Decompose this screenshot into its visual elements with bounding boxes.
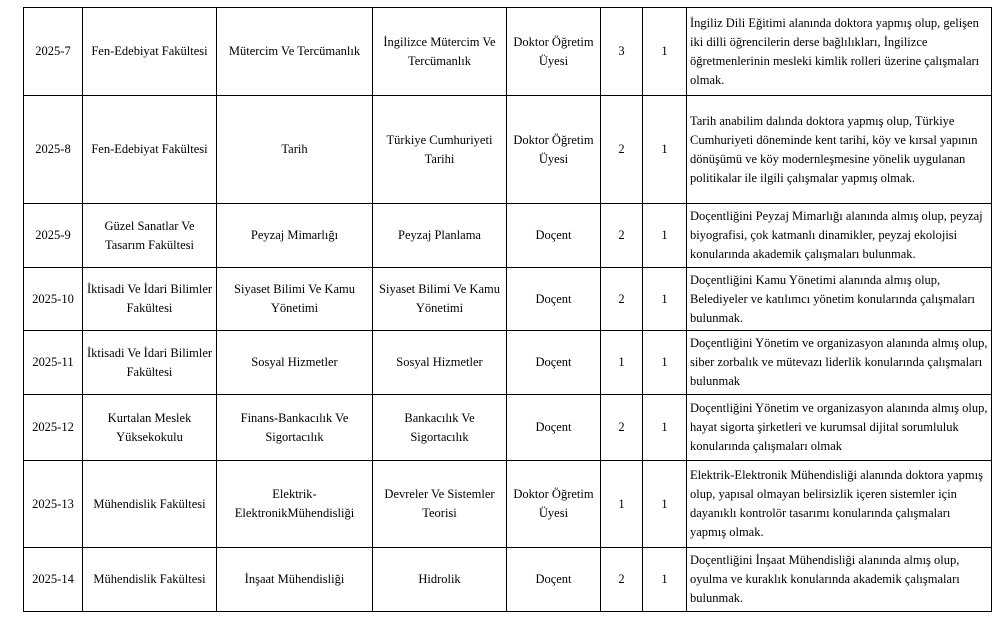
faculty-name: Mühendislik Fakültesi xyxy=(83,548,217,612)
department-name: Mütercim Ve Tercümanlık xyxy=(217,8,373,96)
requirement-text: Doçentliğini Kamu Yönetimi alanında almış olup, Belediyeler ve katılımcı yönetim konularında çalışmaları bulunmak. xyxy=(687,268,992,331)
table-row xyxy=(24,96,992,204)
announcement-code: 2025-10 xyxy=(24,268,83,331)
requirement-text: Doçentliğini Yönetim ve organizasyon alanında almış olup, siber zorbalık ve mütevazı liderlik konularında çalışmaları bulunmak xyxy=(687,331,992,395)
position-count: 1 xyxy=(601,331,643,395)
position-quota: 1 xyxy=(643,268,687,331)
department-name: İnşaat Mühendisliği xyxy=(217,548,373,612)
department-name: Peyzaj Mimarlığı xyxy=(217,204,373,268)
academic-title: Doçent xyxy=(507,395,601,461)
field-name: İngilizce Mütercim Ve Tercümanlık xyxy=(373,8,507,96)
table-row xyxy=(24,268,992,331)
requirement-text: Tarih anabilim dalında doktora yapmış olup, Türkiye Cumhuriyeti döneminde kent tarihi, köy ve kırsal yapının dönüşümü ve köy modernleşmesine yönelik uygulanan politikalar ile ilgili çalışmalar yapmış olmak. xyxy=(687,96,992,204)
position-quota: 1 xyxy=(643,331,687,395)
academic-title: Doktor Öğretim Üyesi xyxy=(507,461,601,548)
position-quota: 1 xyxy=(643,204,687,268)
announcement-code: 2025-14 xyxy=(24,548,83,612)
requirement-text: Doçentliğini Peyzaj Mimarlığı alanında almış olup, peyzaj biyografisi, çok katmanlı dinamikler, peyzaj ekolojisi konularında akademik çalışmaları bulunmak. xyxy=(687,204,992,268)
announcement-code: 2025-12 xyxy=(24,395,83,461)
field-name: Türkiye Cumhuriyeti Tarihi xyxy=(373,96,507,204)
faculty-name: Kurtalan Meslek Yüksekokulu xyxy=(83,395,217,461)
field-name: Devreler Ve Sistemler Teorisi xyxy=(373,461,507,548)
position-count: 2 xyxy=(601,204,643,268)
position-quota: 1 xyxy=(643,461,687,548)
requirement-text: Doçentliğini İnşaat Mühendisliği alanında almış olup, oyulma ve kuraklık konularında akademik çalışmaları bulunmak. xyxy=(687,548,992,612)
faculty-name: Mühendislik Fakültesi xyxy=(83,461,217,548)
academic-title: Doçent xyxy=(507,204,601,268)
table-row xyxy=(24,548,992,612)
academic-title: Doçent xyxy=(507,548,601,612)
faculty-name: Fen-Edebiyat Fakültesi xyxy=(83,96,217,204)
announcement-code: 2025-7 xyxy=(24,8,83,96)
position-count: 2 xyxy=(601,268,643,331)
announcement-code: 2025-9 xyxy=(24,204,83,268)
table-row xyxy=(24,395,992,461)
position-quota: 1 xyxy=(643,8,687,96)
position-quota: 1 xyxy=(643,96,687,204)
faculty-name: Güzel Sanatlar Ve Tasarım Fakültesi xyxy=(83,204,217,268)
faculty-name: Fen-Edebiyat Fakültesi xyxy=(83,8,217,96)
announcement-code: 2025-13 xyxy=(24,461,83,548)
department-name: Finans-Bankacılık Ve Sigortacılık xyxy=(217,395,373,461)
department-name: Siyaset Bilimi Ve Kamu Yönetimi xyxy=(217,268,373,331)
announcement-code: 2025-11 xyxy=(24,331,83,395)
requirement-text: Doçentliğini Yönetim ve organizasyon alanında almış olup, hayat sigorta şirketleri ve kurumsal dijital sorumluluk konularında çalışmaları olmak xyxy=(687,395,992,461)
field-name: Sosyal Hizmetler xyxy=(373,331,507,395)
faculty-name: İktisadi Ve İdari Bilimler Fakültesi xyxy=(83,268,217,331)
department-name: Sosyal Hizmetler xyxy=(217,331,373,395)
position-count: 2 xyxy=(601,395,643,461)
position-count: 3 xyxy=(601,8,643,96)
field-name: Peyzaj Planlama xyxy=(373,204,507,268)
field-name: Bankacılık Ve Sigortacılık xyxy=(373,395,507,461)
faculty-name: İktisadi Ve İdari Bilimler Fakültesi xyxy=(83,331,217,395)
academic-title: Doçent xyxy=(507,268,601,331)
academic-title: Doçent xyxy=(507,331,601,395)
department-name: Tarih xyxy=(217,96,373,204)
position-count: 2 xyxy=(601,548,643,612)
position-quota: 1 xyxy=(643,548,687,612)
announcement-code: 2025-8 xyxy=(24,96,83,204)
department-name: Elektrik-ElektronikMühendisliği xyxy=(217,461,373,548)
position-count: 2 xyxy=(601,96,643,204)
table-row xyxy=(24,8,992,96)
field-name: Siyaset Bilimi Ve Kamu Yönetimi xyxy=(373,268,507,331)
position-quota: 1 xyxy=(643,395,687,461)
requirement-text: Elektrik-Elektronik Mühendisliği alanında doktora yapmış olup, yapısal olmayan belirsizlik içeren sistemler için dayanıklı kontrolör tasarımı konularında çalışmaları yapmış olmak. xyxy=(687,461,992,548)
field-name: Hidrolik xyxy=(373,548,507,612)
requirement-text: İngiliz Dili Eğitimi alanında doktora yapmış olup, gelişen iki dilli öğrencilerin derse bağlılıkları, İngilizce öğretmenlerinin mesleki kimlik rolleri üzerine çalışmaları olmak. xyxy=(687,8,992,96)
position-count: 1 xyxy=(601,461,643,548)
position-listing-table xyxy=(23,7,992,612)
academic-title: Doktor Öğretim Üyesi xyxy=(507,8,601,96)
academic-title: Doktor Öğretim Üyesi xyxy=(507,96,601,204)
table-row xyxy=(24,204,992,268)
table-row xyxy=(24,331,992,395)
table-row xyxy=(24,461,992,548)
